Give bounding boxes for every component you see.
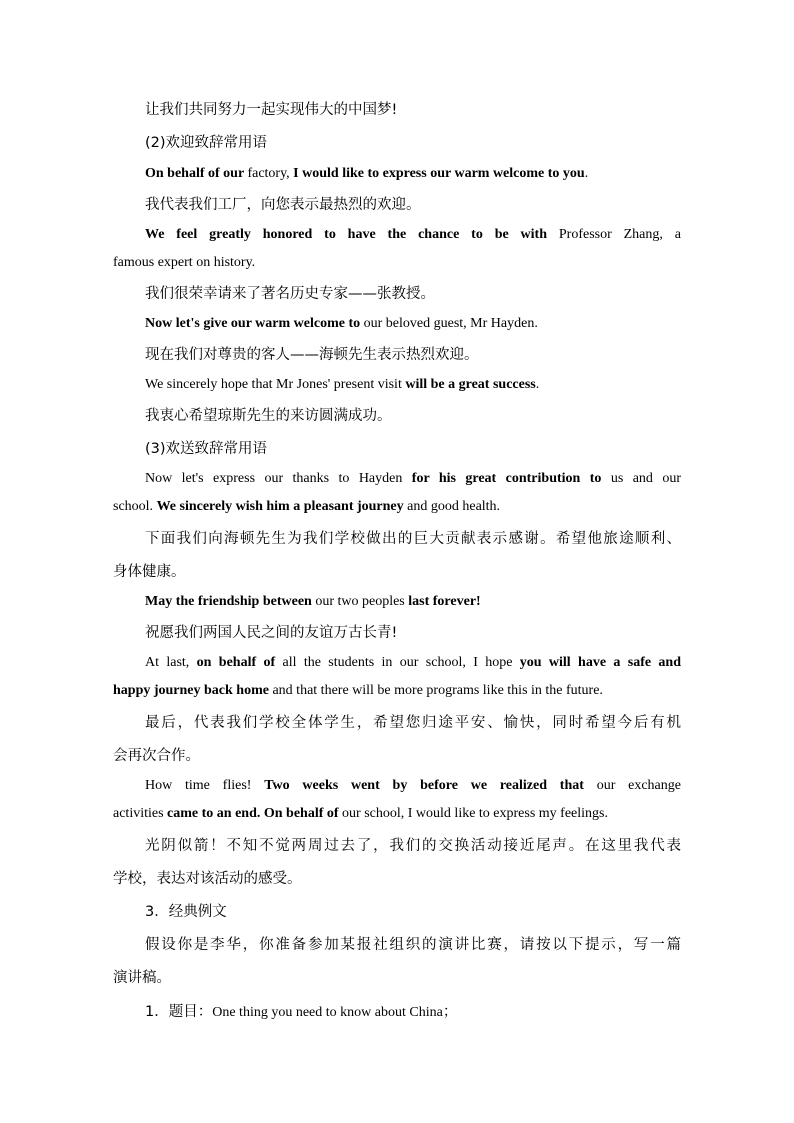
text-run: At last, [145,655,197,670]
text-run: 现在我们对尊贵的客人——海顿先生表示热烈欢迎。 [145,347,479,363]
bold-text: We sincerely wish him a pleasant journey [156,499,408,514]
text-run: 假设你是李华，你准备参加某报社组织的演讲比赛，请按以下提示，写一篇 [145,937,681,953]
bold-text: for his great contribution to [411,471,611,486]
text-line [113,968,681,988]
text-line [113,1002,681,1023]
text-line [113,681,681,701]
text-run: . [584,166,589,181]
text-run: and that there will be more programs like this in the future. [272,683,603,698]
text-line [113,623,681,643]
text-line [113,836,681,856]
text-run: our beloved guest, Mr Hayden. [363,316,538,331]
text-run: . [535,377,540,392]
text-line [113,804,681,824]
text-run: ； [442,1004,458,1020]
text-run: 3．经典例文 [145,904,227,920]
text-run: 身体健康。 [113,564,186,580]
text-line [113,562,681,582]
text-run: school. [113,499,157,514]
bold-text: you will have a safe and [519,655,681,670]
text-run: 祝愿我们两国人民之间的友谊万古长青! [145,625,398,641]
text-line [113,164,681,184]
text-run: (2)欢迎致辞常用语 [145,135,268,151]
text-run: One thing you need to know about China [212,1005,443,1020]
text-line [113,406,681,426]
text-run: our exchange [596,778,681,793]
bold-text: I would like to express our warm welcome to you [293,166,585,181]
bold-text: will be a great success [405,377,536,392]
bold-text: came to an end. On behalf of [167,806,343,821]
bold-text: Now let's give our warm welcome to [145,316,364,331]
bold-text: May the friendship between [145,594,316,609]
text-run: (3)欢送致辞常用语 [145,441,268,457]
text-line [113,529,681,549]
text-run: We sincerely hope that Mr Jones' present visit [145,377,406,392]
bold-text: Two weeks went by before we realized that [264,778,597,793]
text-run: our two peoples [315,594,409,609]
text-line [113,653,681,673]
text-run: 我衷心希望琼斯先生的来访圆满成功。 [145,408,392,424]
text-line [113,225,681,245]
text-run: 会再次合作。 [113,748,200,764]
text-run: Professor Zhang, a [558,227,681,242]
text-run: our school, I would like to express my feelings. [342,806,608,821]
text-line [113,284,681,304]
text-line [113,869,681,889]
bold-text: We feel greatly honored to have the chance to be with [145,227,559,242]
text-run: all the students in our school, I hope [282,655,520,670]
text-line [113,314,681,334]
text-line [113,345,681,365]
text-line [113,746,681,766]
text-line [113,497,681,517]
text-run: and good health. [407,499,501,514]
text-run: factory, [247,166,294,181]
text-run: How time flies! [145,778,265,793]
bold-text: On behalf of our [145,166,248,181]
text-run: 演讲稿。 [113,970,171,986]
bold-text: on behalf of [196,655,283,670]
text-run: famous expert on history. [113,255,256,270]
text-line [113,253,681,273]
text-run: 让我们共同努力一起实现伟大的中国梦! [145,102,398,118]
text-run: activities [113,806,168,821]
text-run: us and our [610,471,682,486]
text-line [113,375,681,395]
text-line [113,902,681,922]
text-run: 我们很荣幸请来了著名历史专家——张教授。 [145,286,435,302]
text-run: Now let's express our thanks to Hayden [145,471,412,486]
text-run: 下面我们向海顿先生为我们学校做出的巨大贡献表示感谢。希望他旅途顺利、 [145,531,681,547]
text-line [113,935,681,955]
text-run: 最后，代表我们学校全体学生，希望您归途平安、愉快，同时希望今后有机 [145,715,681,731]
bold-text: last forever! [408,594,481,609]
text-run: 学校，表达对该活动的感受。 [113,871,302,887]
text-run: 我代表我们工厂，向您表示最热烈的欢迎。 [145,197,421,213]
text-line [113,776,681,796]
text-line [113,469,681,489]
bold-text: happy journey back home [113,683,273,698]
text-line [113,713,681,733]
text-line [113,133,681,153]
text-line [113,439,681,459]
text-line [113,592,681,612]
text-run: 光阴似箭！不知不觉两周过去了，我们的交换活动接近尾声。在这里我代表 [145,838,681,854]
text-line [113,100,681,120]
text-line [113,195,681,215]
text-run: 1．题目： [145,1004,213,1020]
